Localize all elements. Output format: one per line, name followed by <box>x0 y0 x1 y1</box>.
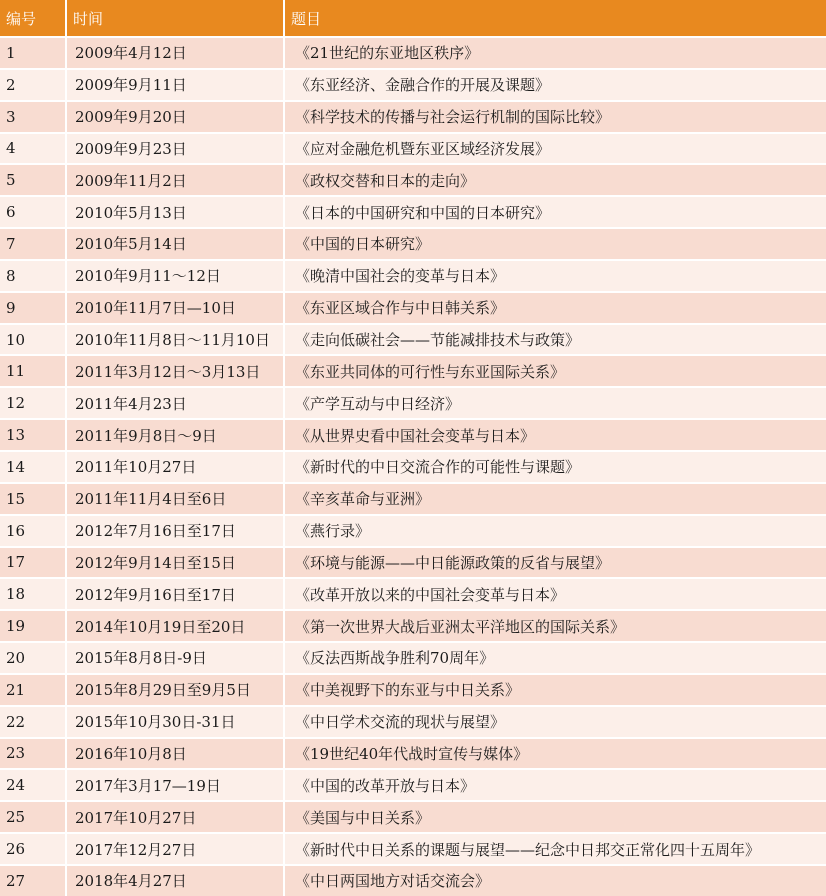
cell-title: 《科学技术的传播与社会运行机制的国际比较》 <box>284 101 826 133</box>
cell-title: 《日本的中国研究和中国的日本研究》 <box>284 196 826 228</box>
cell-title: 《19世纪40年代战时宣传与媒体》 <box>284 738 826 770</box>
cell-num: 24 <box>0 769 66 801</box>
header-num: 编号 <box>0 0 66 37</box>
cell-date: 2012年7月16日至17日 <box>66 515 284 547</box>
cell-title: 《产学互动与中日经济》 <box>284 387 826 419</box>
table-row <box>0 769 826 801</box>
cell-date: 2015年8月8日-9日 <box>66 642 284 674</box>
cell-title: 《美国与中日关系》 <box>284 801 826 833</box>
table-row <box>0 196 826 228</box>
table-row <box>0 833 826 865</box>
cell-date: 2017年10月27日 <box>66 801 284 833</box>
cell-date: 2014年10月19日至20日 <box>66 610 284 642</box>
cell-title: 《新时代中日关系的课题与展望——纪念中日邦交正常化四十五周年》 <box>284 833 826 865</box>
cell-title: 《中日两国地方对话交流会》 <box>284 865 826 896</box>
cell-num: 20 <box>0 642 66 674</box>
table-row <box>0 101 826 133</box>
cell-num: 4 <box>0 133 66 165</box>
cell-date: 2011年4月23日 <box>66 387 284 419</box>
cell-num: 14 <box>0 451 66 483</box>
cell-date: 2017年3月17—19日 <box>66 769 284 801</box>
cell-num: 22 <box>0 706 66 738</box>
cell-date: 2011年3月12日～3月13日 <box>66 355 284 387</box>
cell-date: 2009年9月20日 <box>66 101 284 133</box>
cell-num: 13 <box>0 419 66 451</box>
table-row <box>0 483 826 515</box>
cell-title: 《东亚经济、金融合作的开展及课题》 <box>284 69 826 101</box>
cell-title: 《应对金融危机暨东亚区域经济发展》 <box>284 133 826 165</box>
cell-title: 《中国的日本研究》 <box>284 228 826 260</box>
cell-title: 《走向低碳社会——节能减排技术与政策》 <box>284 324 826 356</box>
cell-title: 《环境与能源——中日能源政策的反省与展望》 <box>284 547 826 579</box>
table-row <box>0 292 826 324</box>
cell-num: 6 <box>0 196 66 228</box>
cell-title: 《东亚共同体的可行性与东亚国际关系》 <box>284 355 826 387</box>
table-row <box>0 260 826 292</box>
cell-num: 23 <box>0 738 66 770</box>
header-title: 题目 <box>284 0 826 37</box>
cell-date: 2010年11月8日～11月10日 <box>66 324 284 356</box>
header-row <box>0 0 826 37</box>
cell-num: 26 <box>0 833 66 865</box>
cell-num: 21 <box>0 674 66 706</box>
table-row <box>0 738 826 770</box>
cell-date: 2010年9月11～12日 <box>66 260 284 292</box>
cell-num: 10 <box>0 324 66 356</box>
table-row <box>0 37 826 69</box>
cell-title: 《政权交替和日本的走向》 <box>284 164 826 196</box>
cell-title: 《中美视野下的东亚与中日关系》 <box>284 674 826 706</box>
cell-num: 18 <box>0 578 66 610</box>
cell-title: 《新时代的中日交流合作的可能性与课题》 <box>284 451 826 483</box>
cell-num: 3 <box>0 101 66 133</box>
cell-num: 25 <box>0 801 66 833</box>
table-row <box>0 387 826 419</box>
cell-date: 2018年4月27日 <box>66 865 284 896</box>
table-row <box>0 515 826 547</box>
cell-num: 19 <box>0 610 66 642</box>
table-row <box>0 547 826 579</box>
table-row <box>0 706 826 738</box>
table-row <box>0 865 826 896</box>
table-row <box>0 674 826 706</box>
cell-num: 17 <box>0 547 66 579</box>
cell-date: 2010年5月14日 <box>66 228 284 260</box>
cell-date: 2015年10月30日-31日 <box>66 706 284 738</box>
table-body <box>0 37 826 896</box>
table-row <box>0 801 826 833</box>
cell-num: 5 <box>0 164 66 196</box>
cell-num: 7 <box>0 228 66 260</box>
cell-date: 2009年4月12日 <box>66 37 284 69</box>
table-row <box>0 419 826 451</box>
table-row <box>0 164 826 196</box>
cell-date: 2017年12月27日 <box>66 833 284 865</box>
cell-title: 《反法西斯战争胜利70周年》 <box>284 642 826 674</box>
table-row <box>0 642 826 674</box>
cell-title: 《中日学术交流的现状与展望》 <box>284 706 826 738</box>
cell-num: 8 <box>0 260 66 292</box>
cell-num: 12 <box>0 387 66 419</box>
cell-title: 《中国的改革开放与日本》 <box>284 769 826 801</box>
cell-date: 2009年9月23日 <box>66 133 284 165</box>
cell-date: 2015年8月29日至9月5日 <box>66 674 284 706</box>
table-row <box>0 578 826 610</box>
cell-title: 《改革开放以来的中国社会变革与日本》 <box>284 578 826 610</box>
cell-date: 2010年5月13日 <box>66 196 284 228</box>
table-row <box>0 133 826 165</box>
cell-date: 2012年9月14日至15日 <box>66 547 284 579</box>
cell-num: 11 <box>0 355 66 387</box>
cell-date: 2011年9月8日～9日 <box>66 419 284 451</box>
table-row <box>0 610 826 642</box>
table-row <box>0 228 826 260</box>
table-row <box>0 69 826 101</box>
cell-num: 1 <box>0 37 66 69</box>
cell-date: 2010年11月7日—10日 <box>66 292 284 324</box>
cell-num: 16 <box>0 515 66 547</box>
cell-title: 《燕行录》 <box>284 515 826 547</box>
table-row <box>0 355 826 387</box>
cell-num: 9 <box>0 292 66 324</box>
cell-num: 2 <box>0 69 66 101</box>
cell-title: 《21世纪的东亚地区秩序》 <box>284 37 826 69</box>
cell-title: 《东亚区域合作与中日韩关系》 <box>284 292 826 324</box>
cell-date: 2009年11月2日 <box>66 164 284 196</box>
cell-date: 2011年10月27日 <box>66 451 284 483</box>
cell-date: 2016年10月8日 <box>66 738 284 770</box>
table-row <box>0 451 826 483</box>
cell-date: 2012年9月16日至17日 <box>66 578 284 610</box>
cell-num: 15 <box>0 483 66 515</box>
cell-num: 27 <box>0 865 66 896</box>
table-row <box>0 324 826 356</box>
cell-title: 《晚清中国社会的变革与日本》 <box>284 260 826 292</box>
cell-title: 《第一次世界大战后亚洲太平洋地区的国际关系》 <box>284 610 826 642</box>
cell-date: 2011年11月4日至6日 <box>66 483 284 515</box>
cell-title: 《辛亥革命与亚洲》 <box>284 483 826 515</box>
cell-title: 《从世界史看中国社会变革与日本》 <box>284 419 826 451</box>
header-date: 时间 <box>66 0 284 37</box>
cell-date: 2009年9月11日 <box>66 69 284 101</box>
